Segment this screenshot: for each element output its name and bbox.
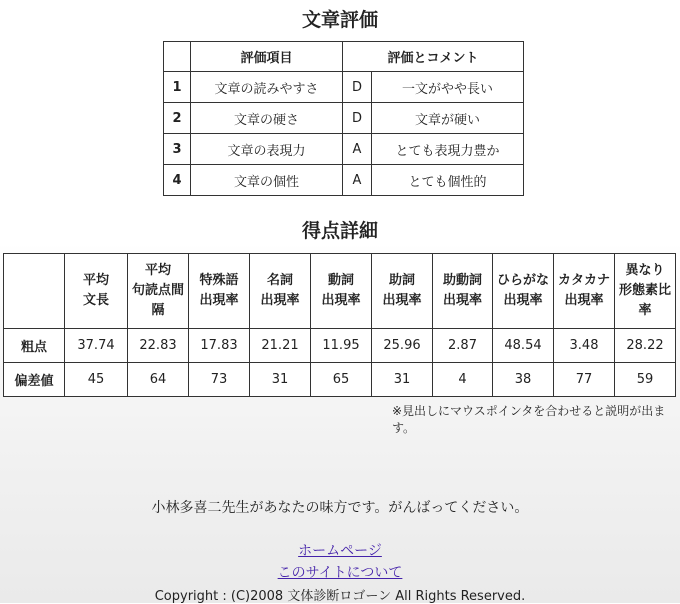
scores-table [3, 253, 676, 397]
score-cell: 2.87 [433, 329, 493, 363]
header-line: 文長 [82, 293, 109, 308]
header-line: 平均 [82, 273, 109, 288]
score-cell: 45 [65, 363, 128, 397]
header-line: 率 [638, 303, 652, 318]
header-line: 助詞 [388, 273, 415, 288]
header-line: 隔 [151, 303, 165, 318]
header-line: 出現率 [260, 293, 300, 308]
score-cell: 4 [433, 363, 493, 397]
evaluation-header-row [164, 42, 524, 72]
header-line: 句読点間 [131, 283, 184, 298]
evaluation-row-item: 文章の硬さ [191, 103, 343, 134]
evaluation-header-comment: 評価とコメント [343, 42, 524, 72]
column-header-katakana-rate[interactable] [554, 254, 615, 329]
score-cell: 21.21 [250, 329, 311, 363]
header-line: 異なり [625, 263, 665, 278]
column-header-verb-rate[interactable] [311, 254, 372, 329]
evaluation-row-no: 4 [164, 165, 191, 196]
evaluation-row-grade: D [343, 103, 372, 134]
score-cell: 77 [554, 363, 615, 397]
header-line: 出現率 [442, 293, 482, 308]
score-cell: 28.22 [615, 329, 676, 363]
column-header-particle-rate[interactable] [372, 254, 433, 329]
evaluation-row [164, 72, 524, 103]
evaluation-row-item: 文章の表現力 [191, 134, 343, 165]
header-line: 出現率 [564, 293, 604, 308]
score-cell: 38 [493, 363, 554, 397]
about-site-link[interactable]: このサイトについて [277, 565, 403, 581]
evaluation-row [164, 165, 524, 196]
score-cell: 3.48 [554, 329, 615, 363]
header-line: 形態素比 [618, 283, 671, 298]
encouragement-message: 小林多喜二先生があなたの味方です。がんばってください。 [151, 500, 529, 516]
evaluation-row-item: 文章の個性 [191, 165, 343, 196]
header-line: 平均 [144, 263, 171, 278]
scores-header-corner [4, 254, 65, 329]
evaluation-row-grade: D [343, 72, 372, 103]
homepage-link-wrap [0, 540, 680, 560]
evaluation-row-item: 文章の読みやすさ [191, 72, 343, 103]
score-cell: 64 [128, 363, 189, 397]
homepage-link[interactable]: ホームページ [298, 543, 382, 559]
evaluation-row-comment: 文章が硬い [372, 103, 524, 134]
header-line: 出現率 [382, 293, 422, 308]
evaluation-header-item: 評価項目 [191, 42, 343, 72]
score-cell: 31 [250, 363, 311, 397]
header-line: カタカナ [557, 273, 610, 288]
score-cell: 48.54 [493, 329, 554, 363]
column-header-special-word-rate[interactable] [189, 254, 250, 329]
evaluation-row-no: 1 [164, 72, 191, 103]
row-label: 偏差値 [4, 363, 65, 397]
scores-header-row [4, 254, 676, 329]
column-header-noun-rate[interactable] [250, 254, 311, 329]
score-cell: 22.83 [128, 329, 189, 363]
column-header-morpheme-ratio[interactable] [615, 254, 676, 329]
score-cell: 17.83 [189, 329, 250, 363]
column-header-hiragana-rate[interactable] [493, 254, 554, 329]
evaluation-row [164, 103, 524, 134]
score-cell: 37.74 [65, 329, 128, 363]
evaluation-row-comment: とても表現力豊か [372, 134, 524, 165]
column-header-auxverb-rate[interactable] [433, 254, 493, 329]
header-line: ひらがな [496, 273, 549, 288]
row-label: 粗点 [4, 329, 65, 363]
tooltip-hint-note: ※見出しにマウスポインタを合わせると説明が出ます。 [392, 404, 666, 435]
evaluation-header-no [164, 42, 191, 72]
column-header-avg-punctuation-interval[interactable] [128, 254, 189, 329]
header-line: 助動詞 [442, 273, 482, 288]
header-line: 特殊語 [199, 273, 239, 288]
evaluation-row-comment: とても個性的 [372, 165, 524, 196]
header-line: 動詞 [327, 273, 354, 288]
header-line: 出現率 [321, 293, 361, 308]
score-cell: 31 [372, 363, 433, 397]
scores-row-deviation [4, 363, 676, 397]
score-cell: 65 [311, 363, 372, 397]
evaluation-title: 文章評価 [301, 9, 378, 31]
header-line: 出現率 [503, 293, 543, 308]
evaluation-row-grade: A [343, 165, 372, 196]
evaluation-row-comment: 一文がやや長い [372, 72, 524, 103]
score-cell: 73 [189, 363, 250, 397]
column-header-avg-sentence-length[interactable] [65, 254, 128, 329]
evaluation-row-grade: A [343, 134, 372, 165]
evaluation-row-no: 2 [164, 103, 191, 134]
about-link-wrap [0, 562, 680, 582]
scores-title: 得点詳細 [301, 220, 378, 242]
score-cell: 25.96 [372, 329, 433, 363]
evaluation-table [163, 41, 524, 196]
header-line: 出現率 [199, 293, 239, 308]
evaluation-row-no: 3 [164, 134, 191, 165]
copyright: Copyright : (C)2008 文体診断ロゴーン All Rights Reserved. [154, 589, 526, 604]
scores-row-raw [4, 329, 676, 363]
evaluation-row [164, 134, 524, 165]
score-cell: 11.95 [311, 329, 372, 363]
score-cell: 59 [615, 363, 676, 397]
header-line: 名詞 [266, 273, 293, 288]
